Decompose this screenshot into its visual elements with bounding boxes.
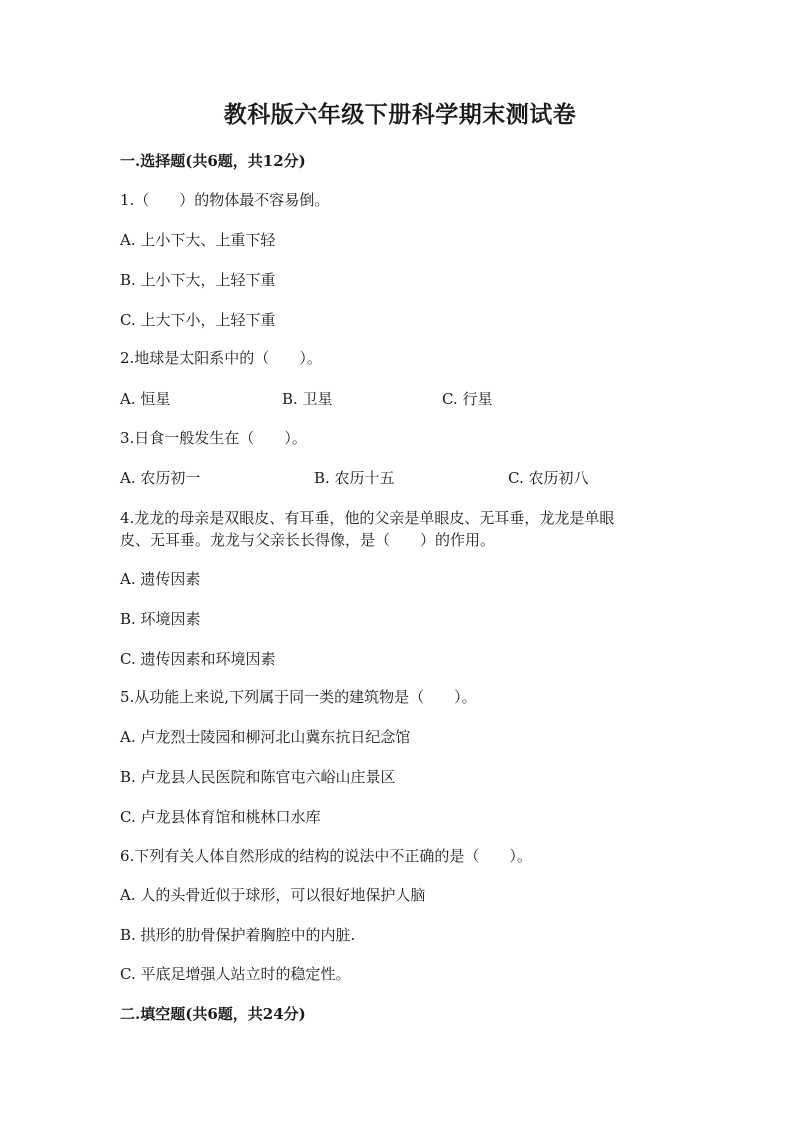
- question-4-option-a: A. 遗传因素: [120, 570, 201, 588]
- question-3-stem: 3.日食一般发生在（ ）。: [120, 429, 307, 447]
- question-3-option-b: B. 农历十五: [314, 469, 395, 487]
- question-1-option-c: C. 上大下小，上轻下重: [120, 311, 276, 329]
- question-4-option-c: C. 遗传因素和环境因素: [120, 650, 276, 668]
- question-1-option-b: B. 上小下大，上轻下重: [120, 271, 276, 289]
- question-4-stem-line-1: 4.龙龙的母亲是双眼皮、有耳垂，他的父亲是单眼皮、无耳垂，龙龙是单眼: [120, 509, 615, 527]
- question-6-option-b: B. 拱形的肋骨保护着胸腔中的内脏.: [120, 926, 356, 944]
- question-6-stem: 6.下列有关人体自然形成的结构的说法中不正确的是（ ）。: [120, 847, 532, 865]
- question-5-option-c: C. 卢龙县体育馆和桃林口水库: [120, 808, 321, 826]
- question-5-stem: 5.从功能上来说,下列属于同一类的建筑物是（ ）。: [120, 688, 477, 706]
- question-2-option-c: C. 行星: [442, 390, 493, 408]
- question-6-option-c: C. 平底足增强人站立时的稳定性。: [120, 965, 351, 983]
- question-1-stem: 1.（ ）的物体最不容易倒。: [120, 191, 330, 209]
- question-3-option-a: A. 农历初一: [120, 469, 201, 487]
- exam-title: 教科版六年级下册科学期末测试卷: [223, 101, 577, 128]
- section-heading-fill-blank: 二.填空题(共6题，共24分): [120, 1005, 306, 1023]
- question-2-option-a: A. 恒星: [120, 390, 171, 408]
- question-5-option-a: A. 卢龙烈士陵园和柳河北山冀东抗日纪念馆: [120, 728, 411, 746]
- question-5-option-b: B. 卢龙县人民医院和陈官屯六峪山庄景区: [120, 768, 396, 786]
- question-2-option-b: B. 卫星: [282, 390, 333, 408]
- question-2-stem: 2.地球是太阳系中的（ ）。: [120, 349, 322, 367]
- question-1-option-a: A. 上小下大、上重下轻: [120, 231, 276, 249]
- question-4-stem-line-2: 皮、无耳垂。龙龙与父亲长长得像，是（ ）的作用。: [120, 531, 496, 549]
- section-heading-choice: 一.选择题(共6题，共12分): [120, 152, 306, 170]
- question-4-option-b: B. 环境因素: [120, 610, 201, 628]
- question-6-option-a: A. 人的头骨近似于球形，可以很好地保护人脑: [120, 886, 426, 904]
- question-3-option-c: C. 农历初八: [508, 469, 589, 487]
